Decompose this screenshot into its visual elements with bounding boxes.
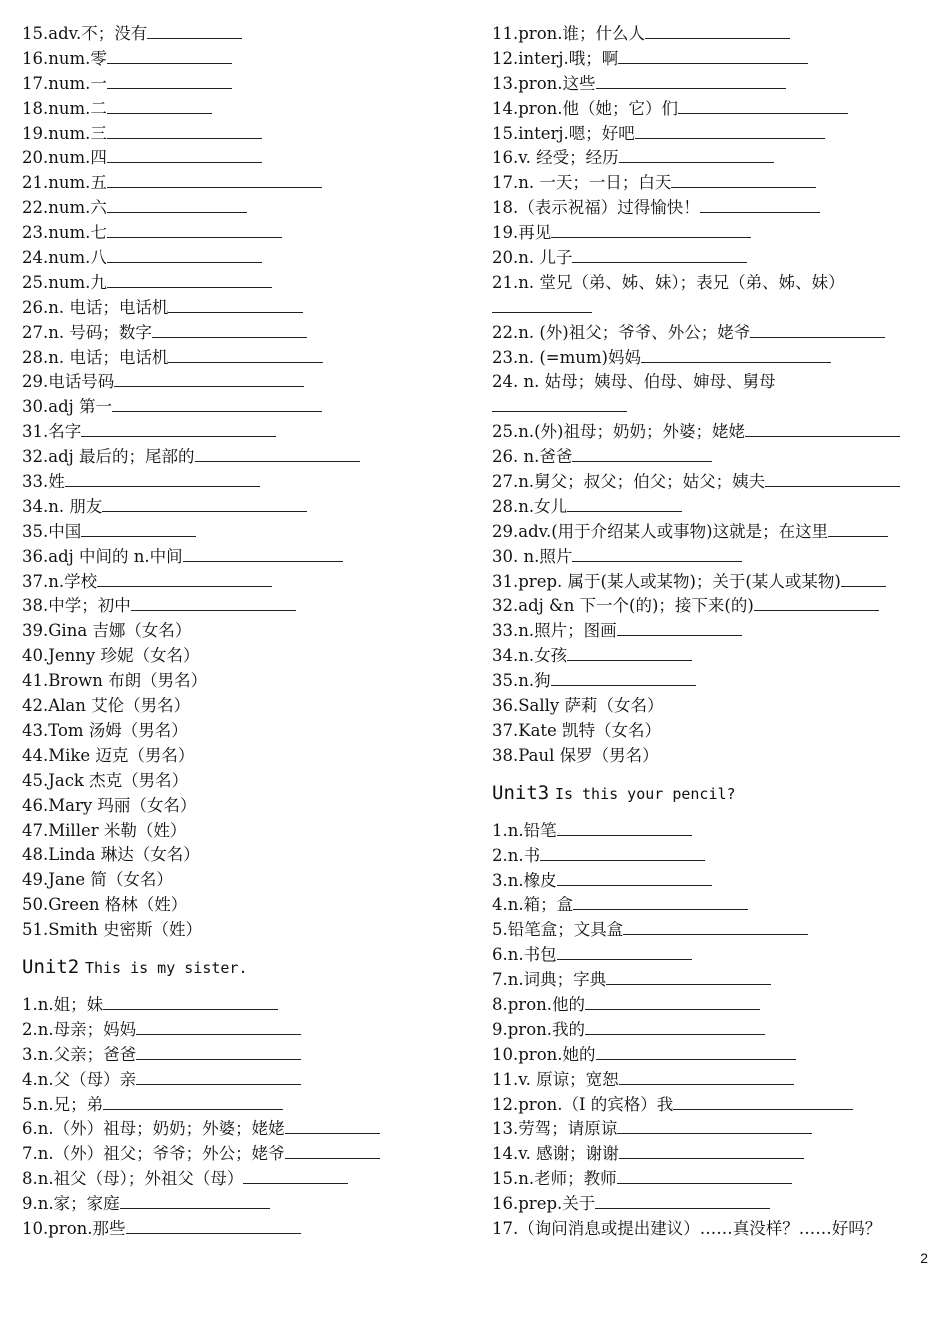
answer-blank[interactable] <box>700 197 820 213</box>
answer-blank[interactable] <box>617 620 742 636</box>
answer-blank[interactable] <box>750 322 885 338</box>
vocab-item <box>22 1018 462 1043</box>
vocab-item <box>22 694 462 719</box>
vocab-item <box>492 97 932 122</box>
vocab-item <box>492 744 932 769</box>
vocab-item <box>22 1167 462 1192</box>
answer-blank[interactable] <box>557 870 712 886</box>
vocab-item <box>22 271 462 296</box>
answer-blank[interactable] <box>103 994 278 1010</box>
vocab-item-text: 34.n.女孩 <box>492 646 568 666</box>
vocab-item-text: 7.n.（外）祖父；爷爷；外公；姥爷 <box>22 1144 285 1164</box>
vocab-item <box>492 993 932 1018</box>
vocab-item-text: 10.pron.她的 <box>492 1044 596 1064</box>
answer-blank[interactable] <box>136 1069 301 1085</box>
vocab-item-text: 22.n. (外)祖父；爷爷、外公；姥爷 <box>492 322 751 342</box>
vocab-item <box>492 395 932 420</box>
vocab-item <box>492 819 932 844</box>
answer-blank[interactable] <box>572 546 742 562</box>
page-number: 2 <box>920 1250 928 1266</box>
vocab-item <box>22 1192 462 1217</box>
vocab-item <box>22 1217 462 1242</box>
answer-blank[interactable] <box>619 147 774 163</box>
vocab-item-text: 38.中学；初中 <box>22 596 131 616</box>
answer-blank[interactable] <box>573 894 748 910</box>
answer-blank[interactable] <box>183 546 343 562</box>
answer-blank[interactable] <box>81 521 196 537</box>
vocab-item <box>492 346 932 371</box>
vocab-item <box>22 918 462 943</box>
vocab-item <box>22 97 462 122</box>
answer-blank[interactable] <box>828 521 888 537</box>
vocab-item <box>22 868 462 893</box>
vocab-item <box>22 395 462 420</box>
answer-blank[interactable] <box>131 595 296 611</box>
vocab-item-text: 38.Paul 保罗（男名） <box>492 745 659 765</box>
vocab-item <box>22 420 462 445</box>
vocab-item-text: 40.Jenny 珍妮（女名） <box>22 646 200 666</box>
answer-blank[interactable] <box>673 1094 853 1110</box>
answer-blank[interactable] <box>107 48 232 64</box>
answer-blank[interactable] <box>120 1193 270 1209</box>
vocab-item <box>22 246 462 271</box>
vocab-item <box>492 246 932 271</box>
vocab-item-text: 18.（表示祝福）过得愉快！ <box>492 198 700 218</box>
vocab-item-text: 5.铅笔盒；文具盒 <box>492 920 624 940</box>
vocab-item-text: 32.adj 最后的；尾部的 <box>22 447 195 467</box>
vocab-item <box>492 694 932 719</box>
answer-blank[interactable] <box>107 73 232 89</box>
vocab-item <box>492 271 932 296</box>
vocab-item <box>492 520 932 545</box>
vocab-item-text: 1.n.姐；妹 <box>22 994 104 1014</box>
vocab-item <box>492 47 932 72</box>
vocab-item-text: 20.n. 儿子 <box>492 248 573 268</box>
vocab-item <box>492 196 932 221</box>
vocab-item <box>22 1093 462 1118</box>
answer-blank[interactable] <box>540 845 705 861</box>
answer-blank[interactable] <box>595 1193 770 1209</box>
answer-blank[interactable] <box>168 347 323 363</box>
vocab-item-text: 34.n. 朋友 <box>22 496 103 516</box>
vocab-item-text: 51.Smith 史密斯（姓） <box>22 920 202 940</box>
vocab-item <box>22 1117 462 1142</box>
answer-blank[interactable] <box>107 222 282 238</box>
vocab-item-text: 21.num.五 <box>22 173 107 193</box>
vocab-item-text: 26.n. 电话；电话机 <box>22 297 169 317</box>
vocab-item-text: 4.n.箱；盒 <box>492 895 574 915</box>
vocab-item-text: 8.n.祖父（母）；外祖父（母） <box>22 1169 244 1189</box>
vocab-item <box>22 893 462 918</box>
vocab-item <box>22 346 462 371</box>
unit-subtitle: Is this your pencil? <box>554 784 736 803</box>
vocab-item-text: 4.n.父（母）亲 <box>22 1069 137 1089</box>
answer-blank[interactable] <box>841 571 886 587</box>
vocab-item-text: 26. n.爸爸 <box>492 447 573 467</box>
vocab-item <box>22 993 462 1018</box>
answer-blank[interactable] <box>678 98 848 114</box>
answer-blank[interactable] <box>97 571 272 587</box>
vocab-item <box>492 644 932 669</box>
answer-blank[interactable] <box>606 969 771 985</box>
vocab-item <box>22 594 462 619</box>
vocab-item <box>22 1043 462 1068</box>
answer-blank[interactable] <box>136 1019 301 1035</box>
vocab-item <box>22 445 462 470</box>
vocab-item <box>22 122 462 147</box>
vocab-item-text: 33.n.照片；图画 <box>492 621 617 641</box>
vocab-item-text: 49.Jane 简（女名） <box>22 870 173 890</box>
answer-blank[interactable] <box>107 172 322 188</box>
vocab-item <box>492 146 932 171</box>
vocab-item <box>492 869 932 894</box>
vocab-item-text: 13.pron.这些 <box>492 73 596 93</box>
vocab-item <box>492 1068 932 1093</box>
vocab-item-text: 19.再见 <box>492 223 552 243</box>
vocab-item <box>492 1217 932 1242</box>
vocab-item <box>22 1068 462 1093</box>
vocab-item-text: 17.（询问消息或提出建议）……真没样？……好吗？ <box>492 1218 882 1238</box>
answer-blank[interactable] <box>585 994 760 1010</box>
vocab-item-text: 2.n.书 <box>492 845 541 865</box>
vocab-item <box>492 719 932 744</box>
vocab-item-text: 18.num.二 <box>22 98 107 118</box>
vocab-item-text: 36.adj 中间的 n.中间 <box>22 546 183 566</box>
vocab-item-text: 44.Mike 迈克（男名） <box>22 745 195 765</box>
vocab-item <box>22 1142 462 1167</box>
vocab-item-text: 14.pron.他（她；它）们 <box>492 98 678 118</box>
answer-blank[interactable] <box>671 172 816 188</box>
vocab-item <box>492 321 932 346</box>
answer-blank[interactable] <box>745 421 900 437</box>
answer-blank[interactable] <box>567 645 692 661</box>
answer-blank[interactable] <box>147 23 242 39</box>
vocab-item <box>492 1043 932 1068</box>
answer-blank[interactable] <box>617 1168 792 1184</box>
vocab-item-text: 32.adj &n 下一个(的)；接下来(的) <box>492 596 754 616</box>
vocab-item-text: 43.Tom 汤姆（男名） <box>22 720 188 740</box>
answer-blank[interactable] <box>596 1044 796 1060</box>
vocab-item <box>22 769 462 794</box>
vocab-item <box>492 171 932 196</box>
vocab-item <box>492 968 932 993</box>
answer-blank[interactable] <box>492 297 592 313</box>
unit2-heading <box>22 949 462 987</box>
answer-blank[interactable] <box>107 272 272 288</box>
vocab-item-text: 10.pron.那些 <box>22 1218 126 1238</box>
vocab-item <box>492 22 932 47</box>
answer-blank[interactable] <box>107 123 262 139</box>
vocab-item-text: 30.adj 第一 <box>22 397 113 417</box>
vocab-item-text: 6.n.（外）祖母；奶奶；外婆；姥姥 <box>22 1119 285 1139</box>
left-column <box>22 22 462 1242</box>
vocab-item <box>22 47 462 72</box>
answer-blank[interactable] <box>102 496 307 512</box>
vocab-item <box>22 570 462 595</box>
vocab-item <box>22 321 462 346</box>
vocab-item-text: 15.adv.不；没有 <box>22 24 148 43</box>
answer-blank[interactable] <box>619 1069 794 1085</box>
answer-blank[interactable] <box>641 347 831 363</box>
vocab-item <box>492 370 932 395</box>
vocab-item <box>492 1142 932 1167</box>
vocab-item-text: 28.n.女儿 <box>492 496 568 516</box>
vocab-item <box>22 495 462 520</box>
vocab-item-text: 33.姓 <box>22 472 65 492</box>
answer-blank[interactable] <box>243 1168 348 1184</box>
vocab-item <box>22 669 462 694</box>
answer-blank[interactable] <box>618 48 808 64</box>
answer-blank[interactable] <box>168 297 303 313</box>
vocab-item <box>492 1192 932 1217</box>
vocab-item <box>492 1167 932 1192</box>
answer-blank[interactable] <box>126 1218 301 1234</box>
vocab-item <box>22 72 462 97</box>
answer-blank[interactable] <box>492 396 627 412</box>
vocab-item-text: 27.n.舅父；叔父；伯父；姑父；姨夫 <box>492 472 766 492</box>
vocab-item-text: 30. n.照片 <box>492 546 573 566</box>
vocab-item-text: 11.pron.谁；什么人 <box>492 24 645 43</box>
vocab-item-text: 11.v. 原谅；宽恕 <box>492 1069 619 1089</box>
answer-blank[interactable] <box>107 147 262 163</box>
vocab-item-text: 24.num.八 <box>22 248 107 268</box>
vocab-item <box>492 72 932 97</box>
vocab-item-text: 14.v. 感谢；谢谢 <box>492 1144 619 1164</box>
answer-blank[interactable] <box>619 1143 804 1159</box>
vocab-item-text: 7.n.词典；字典 <box>492 970 607 990</box>
answer-blank[interactable] <box>645 23 790 39</box>
vocab-item <box>22 644 462 669</box>
vocab-item <box>492 943 932 968</box>
answer-blank[interactable] <box>107 98 212 114</box>
vocab-item-text: 17.num.一 <box>22 73 107 93</box>
vocab-item-text: 27.n. 号码；数字 <box>22 322 152 342</box>
vocab-item <box>492 545 932 570</box>
vocab-item <box>22 296 462 321</box>
vocab-item-text: 25.num.九 <box>22 272 107 292</box>
vocab-item-text: 22.num.六 <box>22 198 107 218</box>
unit-label: Unit3 <box>492 781 550 804</box>
vocab-item-text: 41.Brown 布朗（男名） <box>22 671 208 691</box>
vocab-item-text: 16.v. 经受；经历 <box>492 148 619 168</box>
vocab-item <box>22 719 462 744</box>
vocab-item-text: 8.pron.他的 <box>492 994 585 1014</box>
vocab-item <box>22 520 462 545</box>
answer-blank[interactable] <box>551 670 696 686</box>
vocab-item-text: 37.n.学校 <box>22 571 98 591</box>
answer-blank[interactable] <box>596 73 786 89</box>
vocab-item <box>492 420 932 445</box>
vocab-item <box>492 296 932 321</box>
vocab-item-text: 45.Jack 杰克（男名） <box>22 770 189 790</box>
vocab-item-text: 17.n. 一天；一日；白天 <box>492 173 672 193</box>
vocab-item-text: 16.num.零 <box>22 48 107 68</box>
answer-blank[interactable] <box>107 197 247 213</box>
vocab-item-text: 19.num.三 <box>22 123 107 143</box>
vocab-item-text: 3.n.橡皮 <box>492 870 557 890</box>
vocab-item-text: 31.名字 <box>22 422 82 442</box>
vocab-item-text: 6.n.书包 <box>492 945 557 965</box>
vocab-item-text: 23.num.七 <box>22 223 107 243</box>
answer-blank[interactable] <box>103 1094 283 1110</box>
vocab-item <box>22 843 462 868</box>
vocab-item-text: 36.Sally 萨莉（女名） <box>492 696 664 716</box>
answer-blank[interactable] <box>114 371 304 387</box>
answer-blank[interactable] <box>285 1118 380 1134</box>
vocab-item-text: 15.interj.嗯；好吧 <box>492 123 635 143</box>
vocab-item <box>492 495 932 520</box>
unit-subtitle: This is my sister. <box>84 958 248 977</box>
vocab-item-text: 1.n.铅笔 <box>492 820 557 840</box>
answer-blank[interactable] <box>572 247 747 263</box>
vocab-item-text: 23.n. (=mum)妈妈 <box>492 347 641 367</box>
answer-blank[interactable] <box>81 421 276 437</box>
vocab-item-text: 46.Mary 玛丽（女名） <box>22 795 197 815</box>
vocab-item-text: 12.pron.（I 的宾格）我 <box>492 1094 674 1114</box>
vocab-item <box>22 819 462 844</box>
answer-blank[interactable] <box>107 247 262 263</box>
answer-blank[interactable] <box>617 1118 812 1134</box>
vocab-item <box>492 669 932 694</box>
vocab-item-text: 9.n.家；家庭 <box>22 1194 120 1214</box>
answer-blank[interactable] <box>136 1044 301 1060</box>
vocab-item <box>492 1117 932 1142</box>
vocab-item-text: 29.电话号码 <box>22 372 115 392</box>
vocab-item-text: 25.n.(外)祖母；奶奶；外婆；姥姥 <box>492 422 745 442</box>
answer-blank[interactable] <box>635 123 825 139</box>
answer-blank[interactable] <box>623 919 808 935</box>
vocab-item-text: 20.num.四 <box>22 148 107 168</box>
vocab-item <box>492 1018 932 1043</box>
answer-blank[interactable] <box>754 595 879 611</box>
answer-blank[interactable] <box>572 446 712 462</box>
vocab-item-text: 15.n.老师；教师 <box>492 1169 617 1189</box>
vocab-item-text: 24. n. 姑母；姨母、伯母、婶母、舅母 <box>492 372 776 392</box>
vocab-item-text: 2.n.母亲；妈妈 <box>22 1019 137 1039</box>
vocab-item-text: 12.interj.哦；啊 <box>492 48 619 68</box>
vocab-item-text: 5.n.兄；弟 <box>22 1094 104 1114</box>
vocab-item <box>22 196 462 221</box>
answer-blank[interactable] <box>195 446 360 462</box>
vocab-item <box>492 619 932 644</box>
vocab-item-text: 42.Alan 艾伦（男名） <box>22 696 191 716</box>
answer-blank[interactable] <box>112 396 322 412</box>
vocab-item <box>22 146 462 171</box>
vocab-item <box>22 370 462 395</box>
answer-blank[interactable] <box>557 820 692 836</box>
vocab-item-text: 31.prep. 属于(某人或某物)；关于(某人或某物) <box>492 571 841 591</box>
vocab-item-text: 28.n. 电话；电话机 <box>22 347 169 367</box>
vocab-item <box>492 893 932 918</box>
vocab-item <box>22 619 462 644</box>
answer-blank[interactable] <box>152 322 307 338</box>
vocab-item-text: 48.Linda 琳达（女名） <box>22 845 200 865</box>
vocab-item <box>492 594 932 619</box>
vocab-item-text: 3.n.父亲；爸爸 <box>22 1044 137 1064</box>
vocab-item <box>22 171 462 196</box>
answer-blank[interactable] <box>557 944 692 960</box>
vocab-item-text: 9.pron.我的 <box>492 1019 585 1039</box>
vocab-item <box>22 221 462 246</box>
vocab-item <box>492 918 932 943</box>
vocab-item <box>492 445 932 470</box>
answer-blank[interactable] <box>285 1143 380 1159</box>
vocab-item <box>22 22 462 47</box>
vocab-item-text: 47.Miller 米勒（姓） <box>22 820 187 840</box>
vocab-item-text: 16.prep.关于 <box>492 1194 596 1214</box>
vocab-item <box>492 844 932 869</box>
vocab-item <box>22 470 462 495</box>
vocab-item-text: 21.n. 堂兄（弟、姊、妹）；表兄（弟、姊、妹） <box>492 272 845 292</box>
vocab-item-text: 29.adv.(用于介绍某人或事物)这就是；在这里 <box>492 521 829 541</box>
vocab-item <box>492 570 932 595</box>
unit3-heading <box>492 775 932 813</box>
vocab-item-text: 50.Green 格林（姓） <box>22 895 188 915</box>
unit-label: Unit2 <box>22 955 80 978</box>
vocab-item <box>492 470 932 495</box>
answer-blank[interactable] <box>551 222 751 238</box>
vocab-item-text: 37.Kate 凯特（女名） <box>492 720 662 740</box>
vocab-item-text: 35.n.狗 <box>492 671 551 691</box>
answer-blank[interactable] <box>65 471 260 487</box>
vocab-item-text: 39.Gina 吉娜（女名） <box>22 621 192 641</box>
answer-blank[interactable] <box>567 496 682 512</box>
right-column <box>492 22 932 1242</box>
vocab-item-text: 13.劳驾；请原谅 <box>492 1119 618 1139</box>
vocab-item <box>22 744 462 769</box>
vocab-item-text: 35.中国 <box>22 521 82 541</box>
vocab-item <box>492 221 932 246</box>
answer-blank[interactable] <box>765 471 900 487</box>
vocab-item <box>22 794 462 819</box>
answer-blank[interactable] <box>585 1019 765 1035</box>
vocab-item <box>22 545 462 570</box>
vocab-item <box>492 1093 932 1118</box>
vocab-item <box>492 122 932 147</box>
